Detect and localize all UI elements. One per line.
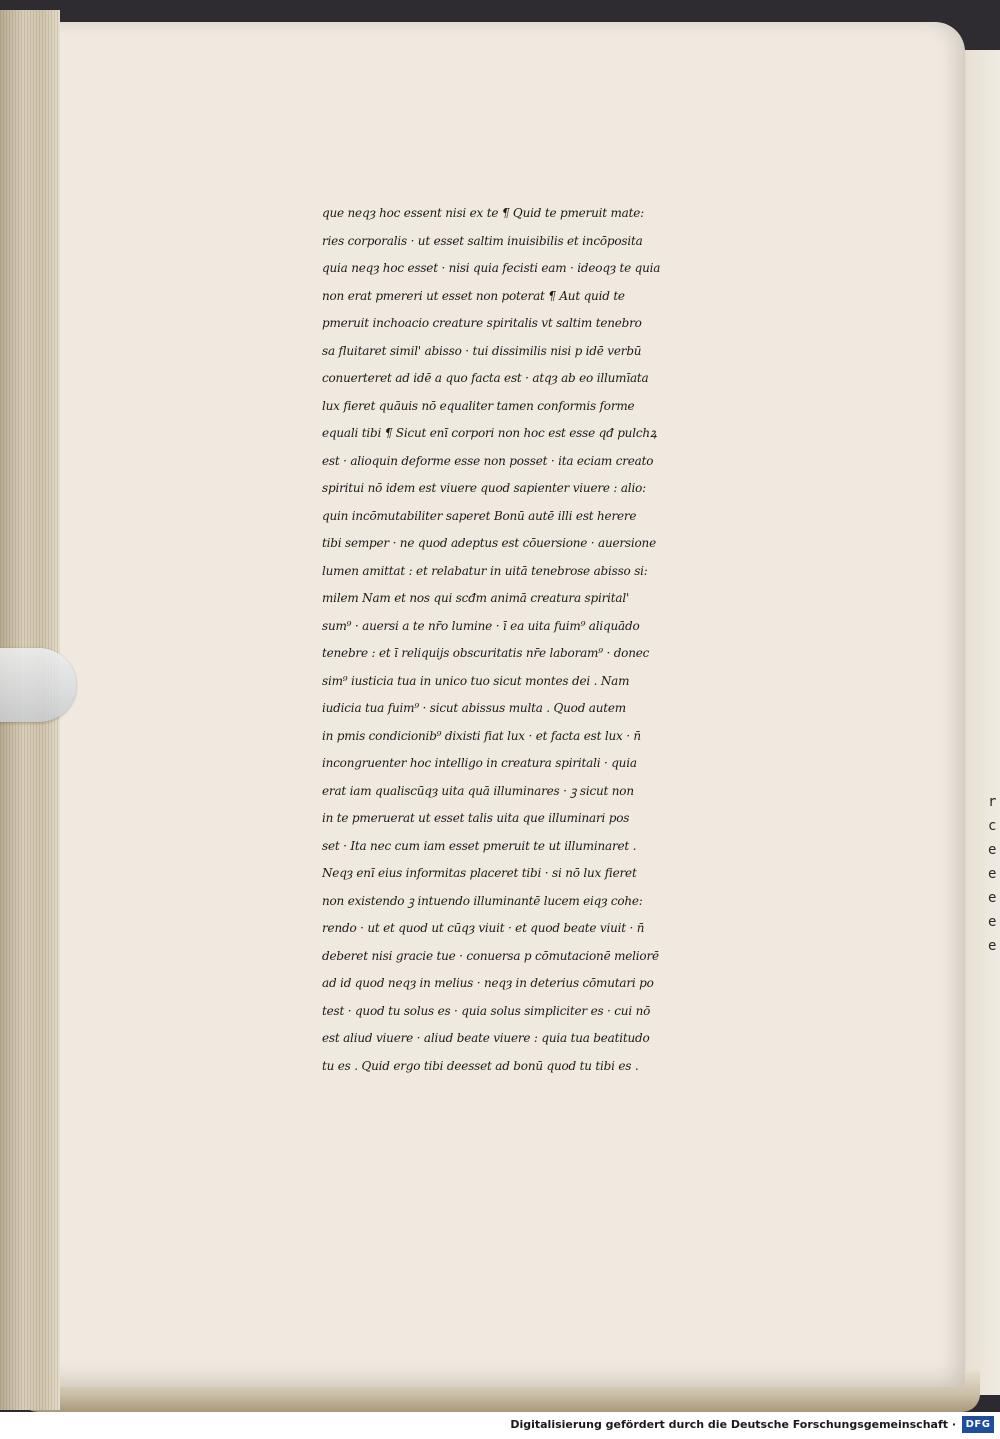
text-line: deberet nisi gracie tue · conuersa p cōmutacionē meliorē (322, 948, 659, 963)
text-line: test · quod tu solus es · quia solus simpliciter es · cui nō (322, 1003, 651, 1018)
text-line: sim⁹ iusticia tua in unico tuo sicut montes dei . Nam (322, 673, 630, 688)
text-line: in pmis condicionib⁹ dixisti fiat lux · et facta est lux · n̄ (322, 728, 641, 743)
text-line: non erat pmereri ut esset non poterat ¶ Aut quid te (322, 288, 625, 303)
dfg-logo: DFG (962, 1416, 994, 1433)
text-line: spiritui nō idem est viuere quod sapienter viuere : alio: (322, 481, 646, 495)
incunabula-text-block (322, 200, 862, 1080)
text-line: quia neqȝ hoc esset · nisi quia fecisti eam · ideoqȝ te quia (322, 261, 661, 275)
text-line: equali tibi ¶ Sicut enī corpori non hoc est esse qđ pulchꝝ (322, 426, 657, 440)
text-line: est · alioquin deforme esse non posset · ita eciam creato (322, 453, 654, 468)
text-line: lux fieret quāuis nō equaliter tamen conformis forme (322, 398, 635, 413)
text-line: conuerteret ad idē a quo facta est · atqȝ ab eo illumīata (322, 371, 649, 385)
text-line: lumen amittat : et relabatur in uitā tenebrose abisso si: (322, 563, 648, 578)
text-line: tu es . Quid ergo tibi deesset ad bonū quod tu tibi es . (322, 1058, 639, 1073)
text-line: sa fluitaret simil' abisso · tui dissimilis nisi p idē verbū (322, 343, 642, 358)
page-holder-ruler (0, 648, 76, 722)
text-line: set · Ita nec cum iam esset pmeruit te ut illuminaret . (322, 838, 637, 853)
text-line: sum⁹ · auersi a te nr̄o lumine · ī ea uita fuim⁹ aliquādo (322, 618, 640, 633)
adjacent-page-text: r c e e e e e (988, 794, 997, 954)
text-line: iudicia tua fuim⁹ · sicut abissus multa . Quod autem (322, 701, 626, 715)
text-line: milem Nam et nos qui scđm animā creatura spirital' (322, 591, 630, 605)
footer-bar (0, 1412, 1000, 1439)
text-line: est aliud viuere · aliud beate viuere : quia tua beatitudo (322, 1031, 650, 1045)
text-line: ad id quod neqȝ in melius · neqȝ in deterius cōmutari po (322, 976, 654, 990)
text-line: ries corporalis · ut esset saltim inuisibilis et incōposita (322, 233, 643, 248)
funding-credit: Digitalisierung gefördert durch die Deutsche Forschungsgemeinschaft · (510, 1418, 956, 1431)
text-line: pmeruit inchoacio creature spiritalis vt saltim tenebro (322, 316, 642, 330)
text-line: in te pmeruerat ut esset talis uita que illuminari pos (322, 811, 630, 825)
text-line: tenebre : et ī reliquijs obscuritatis nr̄e laboram⁹ · donec (322, 646, 650, 660)
text-line: que neqȝ hoc essent nisi ex te ¶ Quid te pmeruit mate: (322, 206, 644, 220)
text-line: Neqȝ enī eius informitas placeret tibi · si nō lux fieret (322, 866, 637, 880)
text-line: quin incōmutabiliter saperet Bonū autē illi est herere (322, 508, 637, 523)
text-line: rendo · ut et quod ut cūqȝ viuit · et quod beate viuit · n̄ (322, 921, 645, 935)
text-line: tibi semper · ne quod adeptus est cōuersione · auersione (322, 536, 656, 550)
text-line: incongruenter hoc intelligo in creatura spiritali · quia (322, 756, 637, 770)
text-line: erat iam qualiscūqȝ uita quā illuminares · ꝫ sicut non (322, 783, 634, 798)
text-line: non existendo ꝫ intuendo illuminantē lucem eiqȝ cohe: (322, 893, 643, 908)
